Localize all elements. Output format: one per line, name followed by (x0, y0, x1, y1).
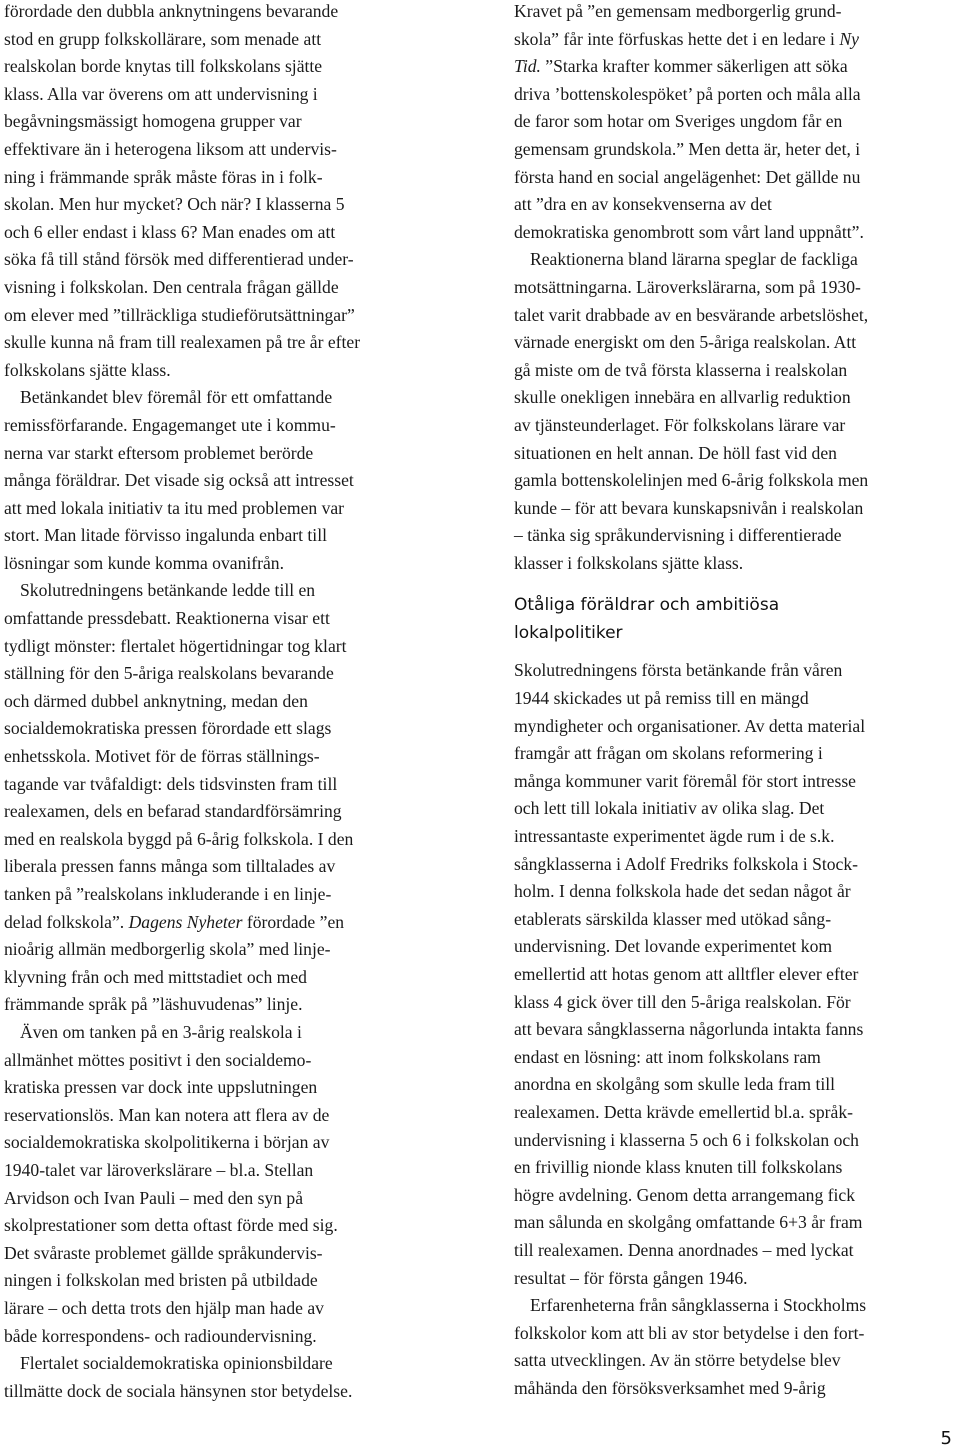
text-line: realexamen, dels en befarad standardförsämring (4, 801, 342, 822)
text-line: undervisning. Det lovande experimentet kom (514, 936, 833, 957)
text-line: kratiska pressen var dock inte uppslutningen (4, 1077, 318, 1098)
text-line: både korrespondens- och radioundervisning. (4, 1325, 317, 1346)
text-line: effektivare än i heterogena liksom att undervis- (4, 138, 337, 159)
text-line: undervisning i klasserna 5 och 6 i folkskolan och (514, 1129, 859, 1150)
text-line: enhetsskola. Motivet för de förras ställnings- (4, 746, 320, 767)
text-line: att bevara sångklasserna någorlunda intakta fanns (514, 1019, 864, 1040)
text-line: endast en lösning: att inom folkskolans ram (514, 1046, 821, 1067)
text-line: att ”dra en av konsekvenserna av det (514, 194, 772, 215)
text-line: högre avdelning. Genom detta arrangemang fick (514, 1184, 855, 1205)
text-line: framgår att frågan om skolans reformering i (514, 743, 823, 764)
text-line: realexamen. Detta krävde emellertid bl.a. språk- (514, 1101, 854, 1122)
text-line: söka få till stånd försök med differentierad under- (4, 249, 354, 270)
text-line: skola” får inte förfuskas hette det i en ledare i Ny (514, 28, 859, 49)
text-line: en frivillig nionde klass knuten till folkskolans (514, 1157, 843, 1178)
text-line: att med lokala initiativ ta itu med problemen var (4, 497, 345, 518)
text-line: tanken på ”realskolans inkluderande i en linje- (4, 884, 332, 904)
text-line: skolprestationer som detta oftast förde med sig. (4, 1215, 338, 1236)
text-line: realskolan borde knytas till folkskolans sjätte (4, 56, 323, 77)
text-line: tydligt mönster: flertalet högertidningar tog klart (4, 635, 347, 656)
text-line: socialdemokratiska skolpolitikerna i början av (4, 1132, 330, 1153)
text-line: Flertalet socialdemokratiska opinionsbildare (20, 1353, 333, 1374)
publication-name: Dagens Nyheter (128, 911, 243, 932)
text-line: Reaktionerna bland lärarna speglar de fackliga (530, 249, 858, 270)
text-line: gamla bottenskolelinjen med 6-årig folkskola men (514, 470, 869, 491)
text-line: resultat – för första gången 1946. (514, 1267, 748, 1288)
text-line: intressantaste experimentet ägde rum i de s.k. (514, 826, 835, 847)
text-line: satta utvecklingen. Av än större betydelse blev (514, 1350, 841, 1371)
text-line: Erfarenheterna från sångklasserna i Stockholms (530, 1295, 867, 1316)
text-line: Skolutredningens betänkande ledde till en (20, 580, 316, 601)
text-line: 1944 skickades ut på remiss till en mängd (514, 688, 809, 709)
text-line: de faror som hotar om Sveriges ungdom får en (514, 111, 843, 132)
text-line: begåvningsmässigt homogena grupper var (4, 111, 302, 132)
right-column-text-part-a (514, 0, 956, 577)
text-line: främmande språk på ”läshuvudenas” linje. (4, 994, 303, 1015)
text-line: talet varit drabbade av en besvärande arbetslöshet, (514, 304, 869, 325)
text-line: stort. Man litade förvisso ingalunda enbart till (4, 525, 327, 546)
text-line: omfattande pressdebatt. Reaktionerna visar ett (4, 608, 330, 629)
text-line: skulle kunna nå fram till realexamen på tre år efter (4, 332, 361, 353)
text-line: värnade energiskt om den 5-åriga realskolan. Att (514, 332, 857, 353)
text-line: driva ’bottenskolespöket’ på porten och måla alla (514, 83, 861, 104)
right-column-text-part-b (514, 657, 956, 1402)
text-line: ningen i folkskolan med bristen på utbildade (4, 1270, 318, 1291)
right-text-column (514, 0, 956, 1403)
text-line: många föräldrar. Det visade sig också att intresset (4, 470, 354, 491)
text-line: om elever med ”tillräckliga studieförutsättningar” (4, 304, 355, 325)
section-heading-line: lokalpolitiker (514, 623, 623, 644)
text-line: tagande var tvåfaldigt: dels tidsvinsten fram till (4, 773, 338, 794)
text-line: anordna en skolgång som skulle leda fram till (514, 1074, 836, 1095)
text-line: första hand en social angelägenhet: Det gällde nu (514, 166, 861, 187)
text-line: nerna var starkt eftersom problemet berörde (4, 442, 314, 463)
text-line: Betänkandet blev föremål för ett omfattande (20, 387, 333, 408)
text-line: ning i främmande språk måste föras in i folk- (4, 166, 323, 187)
publication-name: Ny (839, 28, 859, 49)
text-line: stod en grupp folkskollärare, som menade att (4, 28, 322, 49)
text-line: sångklasserna i Adolf Fredriks folkskola i Stock- (514, 853, 859, 874)
text-line: måhända den försöksverksamhet med 9-årig (514, 1377, 826, 1398)
text-line: folkskolans sjätte klass. (4, 359, 171, 380)
text-line: allmänhet möttes positivt i den socialdemo- (4, 1049, 312, 1070)
page-number: 5 (940, 1428, 952, 1449)
text-line: Det svåraste problemet gällde språkundervis- (4, 1242, 323, 1263)
text-line: folkskolor kom att bli av stor betydelse i den fort- (514, 1322, 865, 1343)
text-line: myndigheter och organisationer. Av detta material (514, 715, 866, 736)
text-line: gemensam grundskola.” Men detta är, heter det, i (514, 138, 861, 159)
text-line: etablerats särskilda klasser med utökad sång- (514, 908, 832, 929)
publication-name: Tid. (514, 56, 541, 77)
text-line: Arvidson och Ivan Pauli – med den syn på (4, 1187, 304, 1208)
text-line: reservationslös. Man kan notera att flera av de (4, 1104, 330, 1125)
text-line: till realexamen. Denna anordnades – med lyckat (514, 1239, 854, 1260)
text-line: Tid. ”Starka krafter kommer säkerligen att söka (514, 56, 848, 77)
text-line: remissförfarande. Engagemanget ute i kommu- (4, 414, 336, 435)
text-line: delad folkskola”. Dagens Nyheter förordade ”en (4, 911, 345, 932)
text-line: klasser i folkskolans sjätte klass. (514, 552, 744, 573)
left-text-column (4, 0, 449, 1405)
text-line: liberala pressen fanns många som tilltalades av (4, 856, 336, 877)
text-line: situationen en helt annan. De höll fast vid den (514, 442, 837, 463)
text-line: med en realskola byggd på 6-årig folkskola. I den (4, 828, 354, 849)
text-line: gå miste om de två första klasserna i realskolan (514, 359, 848, 380)
text-line: man sålunda en skolgång omfattande 6+3 år fram (514, 1212, 863, 1233)
text-line: demokratiska genombrott som vårt land uppnått”. (514, 221, 864, 242)
text-line: Även om tanken på en 3-årig realskola i (20, 1021, 302, 1042)
text-line: – tänka sig språkundervisning i differentierade (514, 525, 842, 546)
text-line: klyvning från och med mittstadiet och med (4, 966, 307, 987)
text-line: många kommuner varit föremål för stort intresse (514, 770, 856, 791)
section-heading (514, 591, 956, 647)
text-line: holm. I denna folkskola hade det sedan något år (514, 881, 851, 902)
text-line: förordade den dubbla anknytningens bevarande (4, 1, 339, 21)
text-line: tillmätte dock de sociala hänsynen stor betydelse. (4, 1380, 353, 1401)
text-line: visning i folkskolan. Den centrala frågan gällde (4, 276, 339, 297)
text-line: kunde – för att bevara kunskapsnivån i realskolan (514, 497, 864, 518)
text-line: 1940-talet var läroverkslärare – bl.a. Stellan (4, 1159, 314, 1180)
text-line: Skolutredningens första betänkande från våren (514, 660, 843, 681)
text-line: klass. Alla var överens om att undervisning i (4, 83, 318, 104)
text-line: socialdemokratiska pressen förordade ett slags (4, 718, 332, 739)
text-line: klass 4 gick över till den 5-åriga realskolan. För (514, 991, 851, 1012)
section-heading-line: Otåliga föräldrar och ambitiösa (514, 595, 780, 616)
text-line: och därmed dubbel anknytning, medan den (4, 690, 308, 711)
text-line: nioårig allmän medborgerlig skola” med linje- (4, 939, 331, 960)
text-line: emellertid att hotas genom att alltfler elever efter (514, 964, 859, 984)
text-line: ställning för den 5-åriga realskolans bevarande (4, 663, 334, 684)
text-line: Kravet på ”en gemensam medborgerlig grund- (514, 1, 842, 21)
text-line: lösningar som kunde komma ovanifrån. (4, 552, 284, 573)
text-line: och lett till lokala initiativ av olika slag. Det (514, 798, 825, 819)
text-line: av tjänsteunderlaget. För folkskolans lärare var (514, 414, 846, 435)
text-line: och 6 eller endast i klass 6? Man enades om att (4, 221, 336, 242)
text-line: skulle onekligen innebära en allvarlig reduktion (514, 387, 851, 408)
text-line: skolan. Men hur mycket? Och när? I klasserna 5 (4, 194, 345, 215)
text-line: motsättningarna. Läroverkslärarna, som på 1930- (514, 276, 861, 297)
text-line: lärare – och detta trots den hjälp man hade av (4, 1297, 324, 1318)
